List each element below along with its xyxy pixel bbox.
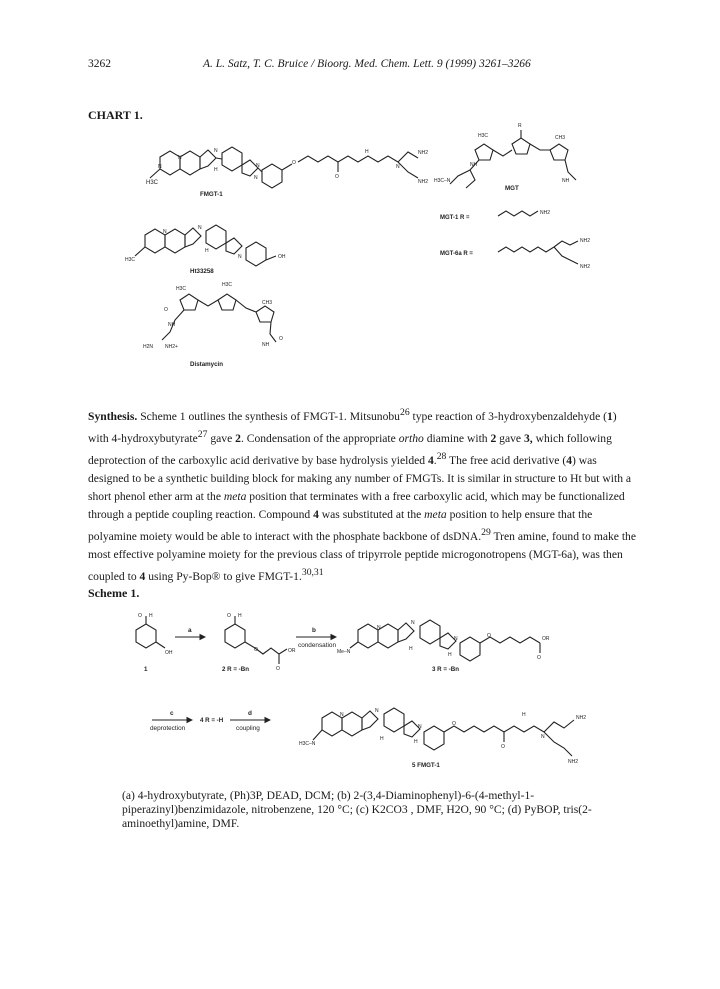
fmgt1-n2: N bbox=[178, 155, 182, 161]
c1-o: O bbox=[138, 613, 142, 619]
c3-or: OR bbox=[542, 636, 550, 642]
running-head: A. L. Satz, T. C. Bruice / Bioorg. Med. Chem. Lett. 9 (1999) 3261–3266 bbox=[203, 58, 531, 70]
mgt-nh: NH bbox=[470, 162, 478, 168]
c3-n3: N bbox=[454, 636, 458, 642]
ref-27: 27 bbox=[197, 428, 208, 440]
c1-oh: OH bbox=[165, 650, 173, 656]
dist-h2n: H2N bbox=[143, 344, 154, 350]
c2-o2: O bbox=[254, 647, 258, 653]
c5-h2: H bbox=[414, 739, 418, 745]
syn-t15: Tren amine, found to make the most effective polyamine moiety for the previous class of tripyrrole peptide microgonotropens (MGT-6a), was then coupled to bbox=[88, 530, 637, 584]
syn-t3: ) with 4-hydroxybutyrate bbox=[88, 409, 617, 445]
mgt1-nh2: NH2 bbox=[540, 210, 551, 216]
chart-heading: CHART 1. bbox=[88, 108, 143, 122]
c2-or: OR bbox=[288, 648, 296, 654]
syn-t7: gave bbox=[496, 431, 524, 445]
dist-h3c2: H3C bbox=[222, 282, 233, 288]
meta-1: meta bbox=[223, 489, 247, 503]
cmpd-4d: 4 bbox=[139, 570, 146, 584]
dist-nh2plus: NH2+ bbox=[165, 344, 178, 350]
c5-n1: N bbox=[340, 712, 344, 718]
cmpd-1: 1 bbox=[606, 409, 613, 423]
cmpd-2b: 2 bbox=[490, 431, 497, 445]
c2-h: H bbox=[238, 613, 242, 619]
syn-t10: The free acid derivative ( bbox=[446, 453, 567, 467]
scheme-heading: Scheme 1. bbox=[88, 586, 140, 600]
c3-h2: H bbox=[448, 652, 452, 658]
fmgt1-nh2a: NH2 bbox=[418, 150, 429, 156]
ht-n2: N bbox=[198, 225, 202, 231]
scheme-label-5: 5 FMGT-1 bbox=[412, 762, 440, 769]
c1-h: H bbox=[149, 613, 153, 619]
fmgt1-n5: N bbox=[254, 175, 258, 181]
c2-o: O bbox=[227, 613, 231, 619]
compound-1-structure bbox=[136, 616, 165, 648]
cmpd-4: 4 bbox=[427, 453, 434, 467]
fmgt1-h3c: H3C bbox=[146, 180, 159, 186]
syn-t11: ) was designed to be a synthetic building block for making any number of FMGTs. It is similar in structure to Ht but with a short phenol ether arm at the bbox=[88, 453, 632, 503]
scheme-label-2: 2 R = -Bn bbox=[222, 666, 249, 673]
arrow-c-label: c bbox=[170, 710, 174, 717]
mgt6a-nh2a: NH2 bbox=[580, 238, 591, 244]
scheme-label-1: 1 bbox=[144, 666, 148, 673]
arrow-a-label: a bbox=[188, 627, 192, 634]
syn-t1: Scheme 1 outlines the synthesis of FMGT-1. Mitsunobu bbox=[137, 409, 400, 423]
arrow-d-label: d bbox=[248, 710, 252, 717]
ht-label: Ht33258 bbox=[190, 268, 214, 275]
c5-n4: N bbox=[541, 734, 545, 740]
c3-me-n: Me–N bbox=[337, 649, 351, 655]
c5-h3c-n: H3C–N bbox=[299, 741, 316, 747]
syn-t8: which following deprotection of the carboxylic acid derivative by base hydrolysis yielded bbox=[88, 431, 612, 467]
fmgt1-n6: N bbox=[396, 164, 400, 170]
fmgt1-nh2b: NH2 bbox=[418, 179, 429, 185]
ortho: ortho bbox=[398, 431, 424, 445]
syn-t9: . bbox=[433, 453, 437, 467]
ht-h3c: H3C bbox=[125, 257, 136, 263]
syn-t14: position to help ensure that the polyamine moiety would be able to interact with the phosphate backbone of dsDNA. bbox=[88, 508, 593, 543]
mgt6a-rgroup-label: MGT-6a R = bbox=[440, 251, 473, 257]
syn-t2: type reaction of 3-hydroxybenzaldehyde ( bbox=[409, 409, 607, 423]
dist-o2: O bbox=[279, 336, 283, 342]
c5-nh2b: NH2 bbox=[568, 759, 579, 765]
c5-h1: H bbox=[380, 736, 384, 742]
mgt1-rgroup-label: MGT-1 R = bbox=[440, 215, 470, 221]
syn-t6: diamine with bbox=[423, 431, 491, 445]
cmpd-4c: 4 bbox=[313, 508, 319, 522]
syn-t4: gave bbox=[207, 431, 236, 445]
fmgt1-o2: O bbox=[335, 174, 339, 180]
fmgt1-n1: N bbox=[158, 164, 162, 170]
syn-t13: was substituted at the bbox=[318, 508, 425, 522]
dist-ch3: CH3 bbox=[262, 300, 273, 306]
c5-h3: H bbox=[522, 712, 526, 718]
dist-label: Distamycin bbox=[190, 361, 224, 368]
c5-o2: O bbox=[501, 744, 505, 750]
synthesis-lead: Synthesis. bbox=[88, 409, 138, 423]
c3-o2: O bbox=[537, 655, 541, 661]
ht-n3: N bbox=[238, 254, 242, 260]
arrow-c-text: deprotection bbox=[150, 725, 186, 732]
c5-n3: N bbox=[418, 724, 422, 730]
c2-o3: O bbox=[276, 666, 280, 672]
syn-t5: . Condensation of the appropriate bbox=[240, 431, 399, 445]
fmgt1-n4: N bbox=[256, 163, 260, 169]
c3-n2: N bbox=[411, 620, 415, 626]
dist-nh: NH bbox=[168, 322, 176, 328]
ht-oh: OH bbox=[278, 254, 286, 260]
ref-30-31: 30,31 bbox=[301, 567, 324, 579]
arrow-b-text: condensation bbox=[298, 642, 337, 649]
ht-n1: N bbox=[163, 229, 167, 235]
c5-n2: N bbox=[375, 708, 379, 714]
scheme-caption: (a) 4-hydroxybutyrate, (Ph)3P, DEAD, DCM; (b) 2-(3,4-Diaminophenyl)-6-(4-methyl-1-piperazinyl)benzimidazole, nitrobenzene, 120 °C; (c) K2CO3 , DMF, H2O, 90 °C; (d) PyBOP, tris(2-aminoethyl)amine, DMF. bbox=[122, 789, 592, 831]
mgt-ch3: CH3 bbox=[555, 135, 566, 141]
fmgt1-o: O bbox=[292, 160, 296, 166]
mgt6a-nh2b: NH2 bbox=[580, 264, 591, 270]
ref-26: 26 bbox=[399, 407, 410, 418]
compound-2-structure bbox=[225, 616, 287, 664]
fmgt1-label: FMGT-1 bbox=[200, 191, 223, 198]
cmpd-2: 2 bbox=[235, 431, 241, 445]
dist-nh2: NH bbox=[262, 342, 270, 348]
meta-2: meta bbox=[424, 508, 447, 522]
dist-o: O bbox=[164, 307, 168, 313]
syn-t12: position that terminates with a free carboxylic acid, which may be functionalized through a peptide coupling reaction. Compound bbox=[88, 489, 625, 522]
arrow-b-label: b bbox=[312, 627, 316, 634]
c5-nh2a: NH2 bbox=[576, 715, 587, 721]
fmgt1-h1: H bbox=[214, 167, 218, 173]
ref-28: 28 bbox=[436, 450, 447, 462]
mgt-nh2: NH bbox=[562, 178, 570, 184]
scheme-label-4: 4 R = -H bbox=[200, 717, 224, 724]
mgt-h3c: H3C bbox=[478, 133, 489, 139]
page-number: 3262 bbox=[88, 58, 111, 70]
scheme-label-3: 3 R = -Bn bbox=[432, 666, 459, 673]
mgt-r: R bbox=[518, 123, 522, 129]
cmpd-4b: 4 bbox=[566, 453, 572, 467]
mgt-label: MGT bbox=[505, 185, 519, 192]
dist-h3c1: H3C bbox=[176, 286, 187, 292]
mgt-h3cn: H3C–N bbox=[434, 178, 451, 184]
ref-29: 29 bbox=[481, 527, 491, 539]
compound-5-structure bbox=[313, 708, 574, 756]
c3-h1: H bbox=[409, 646, 413, 652]
c3-n1: N bbox=[377, 625, 381, 631]
fmgt1-n3: N bbox=[214, 148, 218, 154]
c3-o: O bbox=[487, 633, 491, 639]
syn-t16: using Py-Bop® to give FMGT-1. bbox=[145, 570, 302, 584]
c5-o: O bbox=[452, 721, 456, 727]
cmpd-3: 3, bbox=[523, 431, 533, 445]
arrow-d-text: coupling bbox=[236, 725, 260, 732]
fmgt1-h2: H bbox=[365, 149, 369, 155]
ht-h: H bbox=[205, 248, 209, 254]
